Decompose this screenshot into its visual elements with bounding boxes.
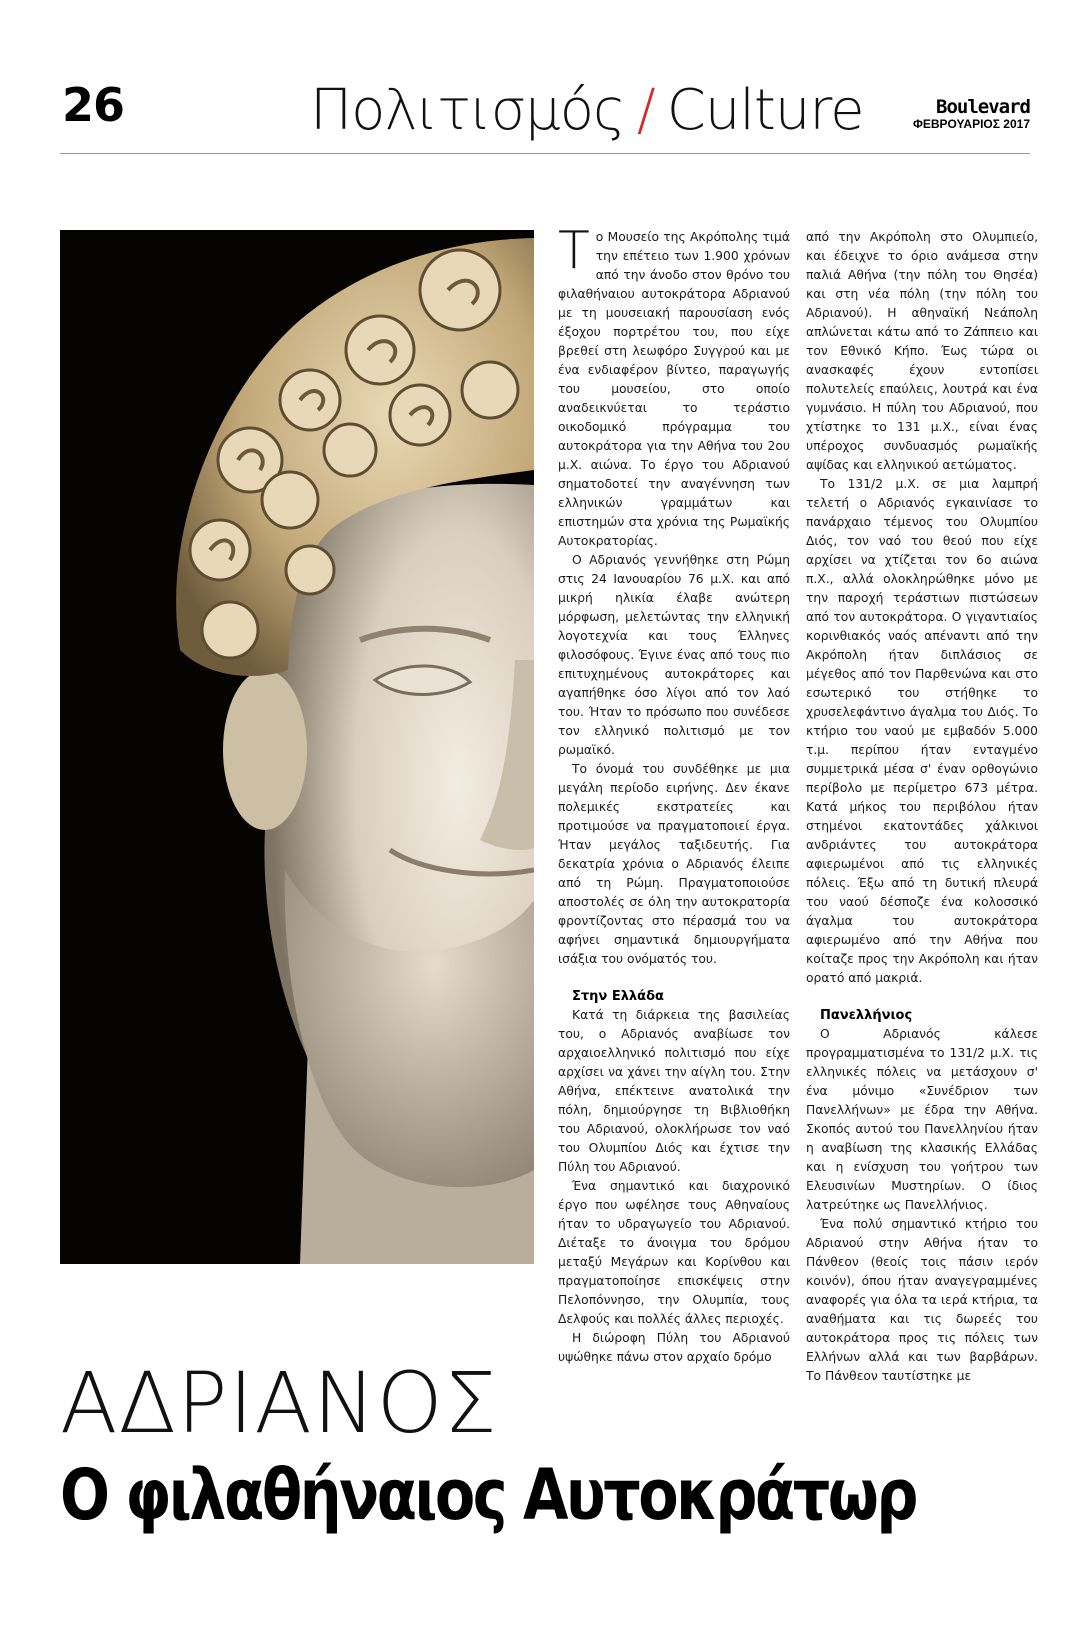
headline-kicker: ΑΔΡΙΑΝΟΣ xyxy=(60,1354,498,1452)
magazine-logo: Boulevard xyxy=(936,96,1030,118)
magazine-masthead xyxy=(913,98,1030,131)
page-number: 26 xyxy=(62,78,125,132)
drop-cap: Τ xyxy=(558,221,590,281)
article-paragraph: Η διώροφη Πύλη του Αδριανού υψώθηκε πάνω στον αρχαίο δρόμο xyxy=(558,1331,790,1364)
article-paragraph: Ένα πολύ σημαντικό κτήριο του Αδριανού στην Αθήνα ήταν το Πάνθεον (θεοίς τοις πάσιν ιερόν κοινόν), όπου ήταν αναγεγραμμένες αναφορές για όλα τα ιερά κτήρια, τα αναθήματα και τις δωρεές του αυτοκράτορα προς τις πόλεις των Ελλήνων αλλά και των βαρβάρων. Το Πάνθεον ταυτίστηκε με xyxy=(806,1217,1038,1383)
section-title-english: Culture xyxy=(666,78,864,143)
article-paragraph: Ο Αδριανός κάλεσε προγραμματισμένα το 131/2 μ.Χ. τις ελληνικές πόλεις να μετάσχουν σ' ένα μόνιμο «Συνέδριον των Πανελλήνων» με έδρα την Αθήνα. Σκοπός αυτού του Πανελληνίου ήταν η αναβίωση της κλασικής Ελλάδας και η ενίσχυση του γοήτρου των Ελευσινίων Μυστηρίων. Ο ίδιος λατρεύτηκε ως Πανελλήνιος. xyxy=(806,1027,1038,1212)
subheading-stin-ellada: Στην Ελλάδα xyxy=(572,989,664,1004)
article-column-2 xyxy=(806,228,1038,1386)
article-paragraph: Κατά τη διάρκεια της βασιλείας του, ο Αδριανός αναβίωσε τον αρχαιοελληνικό πολιτισμό που είχε αρχίσει να χάνει την αίγλη του. Στην Αθήνα, επέκτεινε ανατολικά την πόλη, δημιούργησε τη Βιβλιοθήκη του Αδριανού, ολοκλήρωσε τον ναό του Ολυμπίου Διός και έχτισε την Πύλη του Αδριανού. xyxy=(558,1008,790,1174)
article-paragraph: Το 131/2 μ.Χ. σε μια λαμπρή τελετή ο Αδριανός εγκαινίασε το πανάρχαιο τέμενος του Ολυμπίου Διός, τον ναό του θεού που είχε αρχίσει να χτίζεται τον 6ο αιώνα π.Χ., αλλά ολοκληρώθηκε μόνο με την παροχή τεράστιων πιστώσεων από τον αυτοκράτορα. Ο γιγαντιαίος κορινθιακός ναός απέναντι από την Ακρόπολη ήταν διπλάσιος σε μέγεθος από τον Παρθενώνα και στο εσωτερικό του στήθηκε το χρυσελεφάντινο άγαλμα του Διός. Το κτήριο του ναού με εμβαδόν 5.000 τ.μ. περίπου ήταν ενταγμένο συμμετρικά μέσα σ' έναν ορθογώνιο περίβολο με περίμετρο 673 μέτρα. Κατά μήκος του περιβόλου ήταν στημένοι εκατοντάδες χάλκινοι ανδριάντες του αυτοκράτορα αφιερωμένοι από τις ελληνικές πόλεις. Έξω από τη δυτική πλευρά του ναού δέσποζε ένα κολοσσικό άγαλμα του αυτοκράτορα αφιερωμένο από την Αθήνα που κοίταζε προς την Ακρόπολη και ήταν ορατό από μακριά. xyxy=(806,477,1038,985)
article-paragraph: Ο Αδριανός γεννήθηκε στη Ρώμη στις 24 Ιανουαρίου 76 μ.Χ. και από μικρή ηλικία έλαβε ανώτερη μόρφωση, μελετώντας την ελληνική λογοτεχνία και τους Έλληνες φιλοσόφους. Έγινε ένας από τους πιο επιτυχημένους αυτοκράτορες και αγαπήθηκε όσο λίγοι από τον λαό του. Ήταν το πρόσωπο που συνέδεσε τον ελληνικό πολιτισμό με τον ρωμαϊκό. xyxy=(558,553,790,757)
article-paragraph: από την Ακρόπολη στο Ολυμπιείο, και έδειχνε το όριο ανάμεσα στην παλιά Αθήνα (την πόλη του Θησέα) και στη νέα πόλη (την πόλη του Αδριανού). Η αθηναϊκή Νεάπολη απλώνεται κάτω από το Ζάππειο και τον Εθνικό Κήπο. Έως τώρα οι ανασκαφές έχουν εντοπίσει πολυτελείς επαύλεις, λουτρά και ένα γυμνάσιο. Η πύλη του Αδριανού, που χτίστηκε το 131 μ.Χ., είναι ένας υπέροχος συνδυασμός ρωμαϊκής αψίδας και ελληνικού αετώματος. xyxy=(806,230,1038,472)
article-column-1 xyxy=(558,221,790,1367)
paragraph-text: ο Μουσείο της Ακρόπολης τιμά την επέτειο των 1.900 χρόνων από την άνοδο στον θρόνο του φιλαθήναιου αυτοκράτορα Αδριανού με τη μουσειακή παρουσίαση ενός έξοχου πορτρέτου του, που είχε βρεθεί στη λεωφόρο Συγγρού και με ένα ενδιαφέρον βίντεο, παραγωγής του μουσείου, στο οποίο αναδεικνύεται το τεράστιο οικοδομικό πρόγραμμα του αυτοκράτορα για την Αθήνα του 2ου μ.Χ. αιώνα. Το έργο του Αδριανού σηματοδοτεί την αναγέννηση των ελληνικών γραμμάτων και επιστημών στα χρόνια της Ρωμαϊκής Αυτοκρατορίας. xyxy=(558,230,790,548)
section-title xyxy=(310,78,864,143)
hadrian-bust-photo xyxy=(60,230,534,1264)
section-separator: / xyxy=(636,78,655,143)
issue-date: ΦΕΒΡΟΥΑΡΙΟΣ 2017 xyxy=(912,117,1030,131)
article-paragraph: Το όνομά του συνδέθηκε με μια μεγάλη περίοδο ειρήνης. Δεν έκανε πολεμικές εκστρατείες και προτιμούσε να πραγματοποιεί έργα. Ήταν μεγάλος ταξιδευτής. Για δεκατρία χρόνια ο Αδριανός έλειπε από τη Ρώμη. Πραγματοποιούσε αποστολές σε όλη την αυτοκρατορία φροντίζοντας στο πέρασμά του να αφήνει σημαντικά δημιουργήματα ισάξια του ονόματός του. xyxy=(558,762,790,966)
header-divider xyxy=(60,153,1030,154)
subheading-panellinios: Πανελλήνιος xyxy=(820,1008,913,1023)
section-title-greek: Πολιτισμός xyxy=(310,78,625,143)
headline-title: Ο φιλαθήναιος Αυτοκράτωρ xyxy=(60,1454,916,1536)
marble-bust-illustration xyxy=(60,230,534,1264)
article-paragraph: Ένα σημαντικό και διαχρονικό έργο που ωφέλησε τους Αθηναίους ήταν το υδραγωγείο του Αδριανού. Διέταξε το άνοιγμα του δρόμου μεταξύ Μεγάρων και Κορίνθου και πραγματοποίησε επισκέψεις στην Πελοπόννησο, την Ολυμπία, τους Δελφούς και πολλές άλλες περιοχές. xyxy=(558,1179,790,1326)
article-paragraph xyxy=(558,221,790,551)
